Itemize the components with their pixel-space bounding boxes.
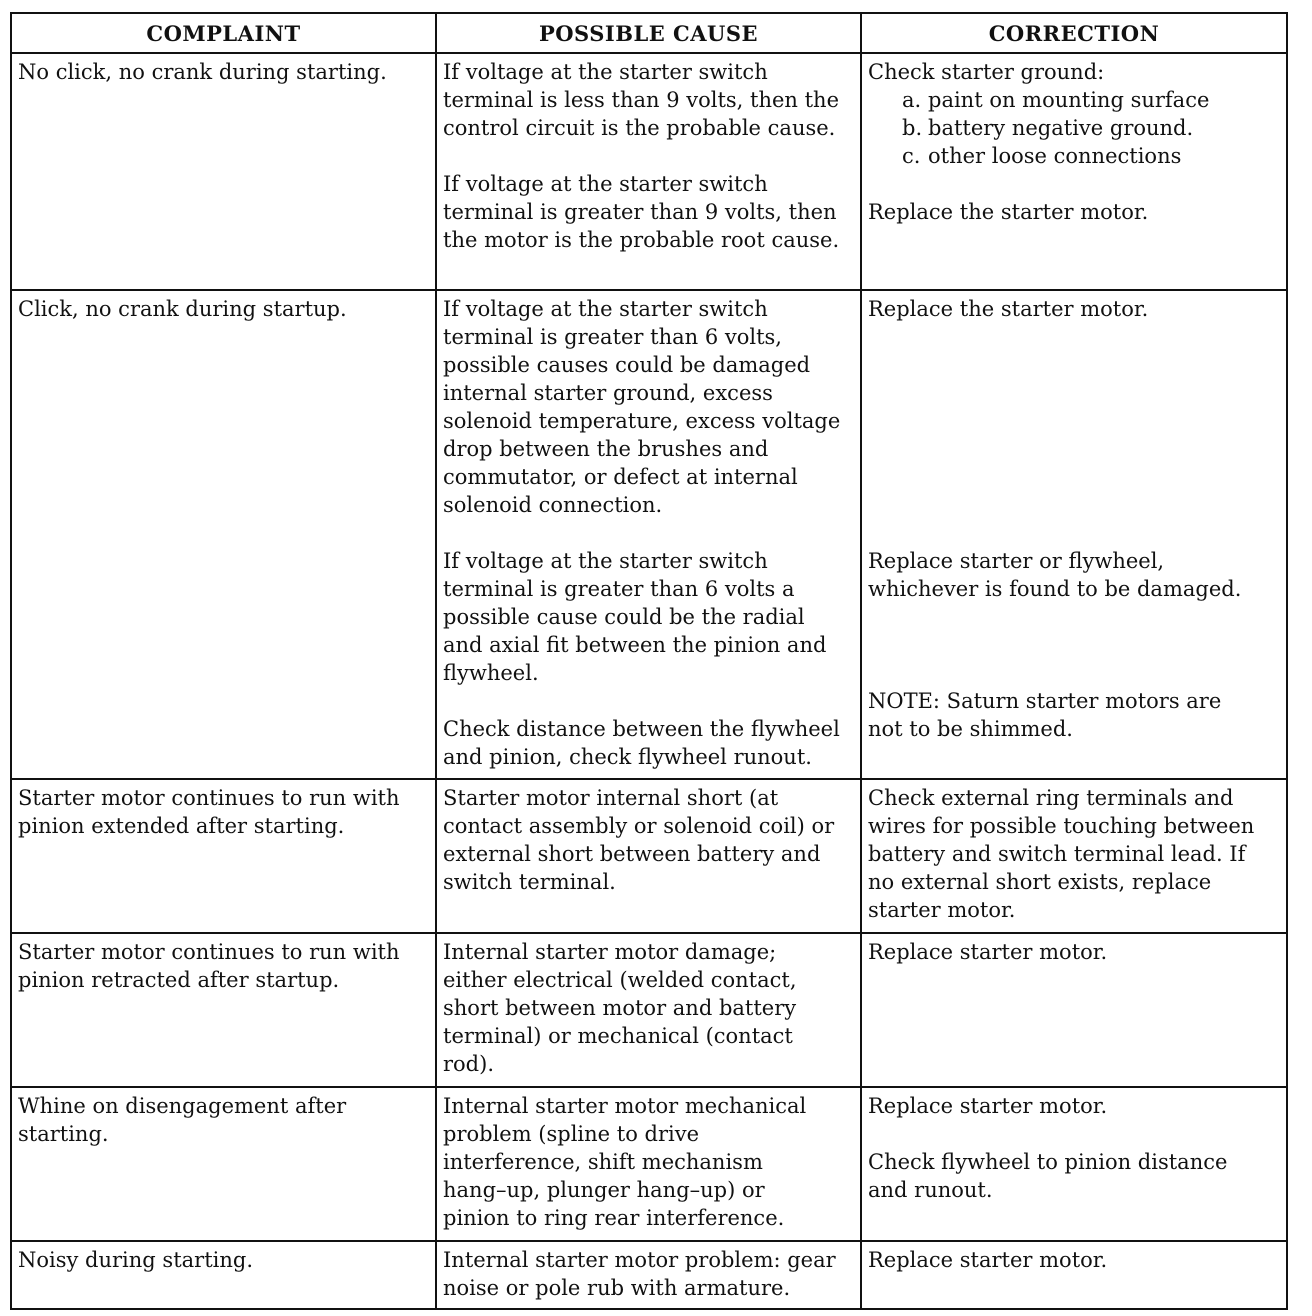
correction-cell bbox=[861, 1087, 1287, 1241]
table-row bbox=[11, 290, 1287, 779]
list-item bbox=[868, 142, 1280, 170]
correction-cell bbox=[861, 1241, 1287, 1309]
complaint-text: Whine on disengagement after starting. bbox=[18, 1094, 347, 1146]
header-row bbox=[11, 13, 1287, 53]
table-row bbox=[11, 779, 1287, 933]
list-item bbox=[868, 114, 1280, 142]
table-row bbox=[11, 1087, 1287, 1241]
cause-text: Internal starter motor damage; either electrical (welded contact, short between motor and battery terminal) or mechanical (contact rod). bbox=[443, 940, 797, 1076]
table-row bbox=[11, 1241, 1287, 1309]
correction-text: Check flywheel to pinion distance and runout. bbox=[868, 1150, 1228, 1202]
correction-text: Check starter ground: bbox=[868, 60, 1105, 84]
cause-text: Internal starter motor mechanical problem (spline to drive interference, shift mechanism hang–up, plunger hang–up) or pinion to ring rear interference. bbox=[443, 1094, 807, 1230]
cause-text: Internal starter motor problem: gear noise or pole rub with armature. bbox=[443, 1248, 836, 1300]
complaint-cell bbox=[11, 779, 436, 933]
cause-text: If voltage at the starter switch terminal is greater than 9 volts, then the motor is the probable root cause. bbox=[443, 172, 840, 252]
header-complaint: COMPLAINT bbox=[11, 13, 436, 53]
correction-text: Replace starter motor. bbox=[868, 1094, 1108, 1118]
correction-cell bbox=[861, 933, 1287, 1087]
cause-cell bbox=[436, 1241, 861, 1309]
correction-cell bbox=[861, 779, 1287, 933]
correction-cell bbox=[861, 290, 1287, 779]
cause-cell bbox=[436, 1087, 861, 1241]
cause-cell bbox=[436, 53, 861, 290]
list-marker: c. bbox=[902, 144, 921, 168]
cause-text: Check distance between the flywheel and pinion, check flywheel runout. bbox=[443, 717, 840, 769]
cause-text: Starter motor internal short (at contact assembly or solenoid coil) or external short between battery and switch terminal. bbox=[443, 786, 835, 894]
complaint-cell bbox=[11, 1087, 436, 1241]
diagnosis-table bbox=[10, 12, 1288, 1310]
complaint-text: Click, no crank during startup. bbox=[18, 297, 347, 321]
cause-text: If voltage at the starter switch terminal is less than 9 volts, then the control circuit is the probable cause. bbox=[443, 60, 840, 140]
cause-text: If voltage at the starter switch terminal is greater than 6 volts, possible causes could be damaged internal starter ground, excess solenoid temperature, excess voltage drop between the brushes and commutator, or defect at internal solenoid connection. bbox=[443, 297, 841, 517]
complaint-text: Starter motor continues to run with pinion extended after starting. bbox=[18, 786, 400, 838]
correction-text: Replace starter motor. bbox=[868, 1248, 1108, 1272]
correction-text: Replace starter motor. bbox=[868, 940, 1108, 964]
complaint-cell bbox=[11, 290, 436, 779]
complaint-text: Starter motor continues to run with pinion retracted after startup. bbox=[18, 940, 400, 992]
correction-note: NOTE: Saturn starter motors are not to be shimmed. bbox=[868, 689, 1222, 741]
correction-list bbox=[868, 86, 1280, 170]
complaint-text: No click, no crank during starting. bbox=[18, 60, 387, 84]
list-item bbox=[868, 86, 1280, 114]
header-possible-cause: POSSIBLE CAUSE bbox=[436, 13, 861, 53]
correction-text: Replace starter or flywheel, whichever is found to be damaged. bbox=[868, 549, 1242, 601]
complaint-cell bbox=[11, 1241, 436, 1309]
table-row bbox=[11, 53, 1287, 290]
correction-text: Replace the starter motor. bbox=[868, 200, 1149, 224]
table-row bbox=[11, 933, 1287, 1087]
correction-text: Check external ring terminals and wires for possible touching between battery and switch terminal lead. If no external short exists, replace starter motor. bbox=[868, 786, 1255, 922]
list-marker: a. bbox=[902, 88, 922, 112]
cause-cell bbox=[436, 290, 861, 779]
cause-text: If voltage at the starter switch terminal is greater than 6 volts a possible cause could be the radial and axial fit between the pinion and flywheel. bbox=[443, 549, 827, 685]
header-correction: CORRECTION bbox=[861, 13, 1287, 53]
list-item-text: battery negative ground. bbox=[928, 116, 1194, 140]
list-item-text: paint on mounting surface bbox=[928, 88, 1210, 112]
correction-text: Replace the starter motor. bbox=[868, 297, 1149, 321]
complaint-cell bbox=[11, 53, 436, 290]
cause-cell bbox=[436, 779, 861, 933]
correction-cell bbox=[861, 53, 1287, 290]
list-marker: b. bbox=[902, 116, 923, 140]
complaint-cell bbox=[11, 933, 436, 1087]
cause-cell bbox=[436, 933, 861, 1087]
list-item-text: other loose connections bbox=[928, 144, 1182, 168]
complaint-text: Noisy during starting. bbox=[18, 1248, 253, 1272]
